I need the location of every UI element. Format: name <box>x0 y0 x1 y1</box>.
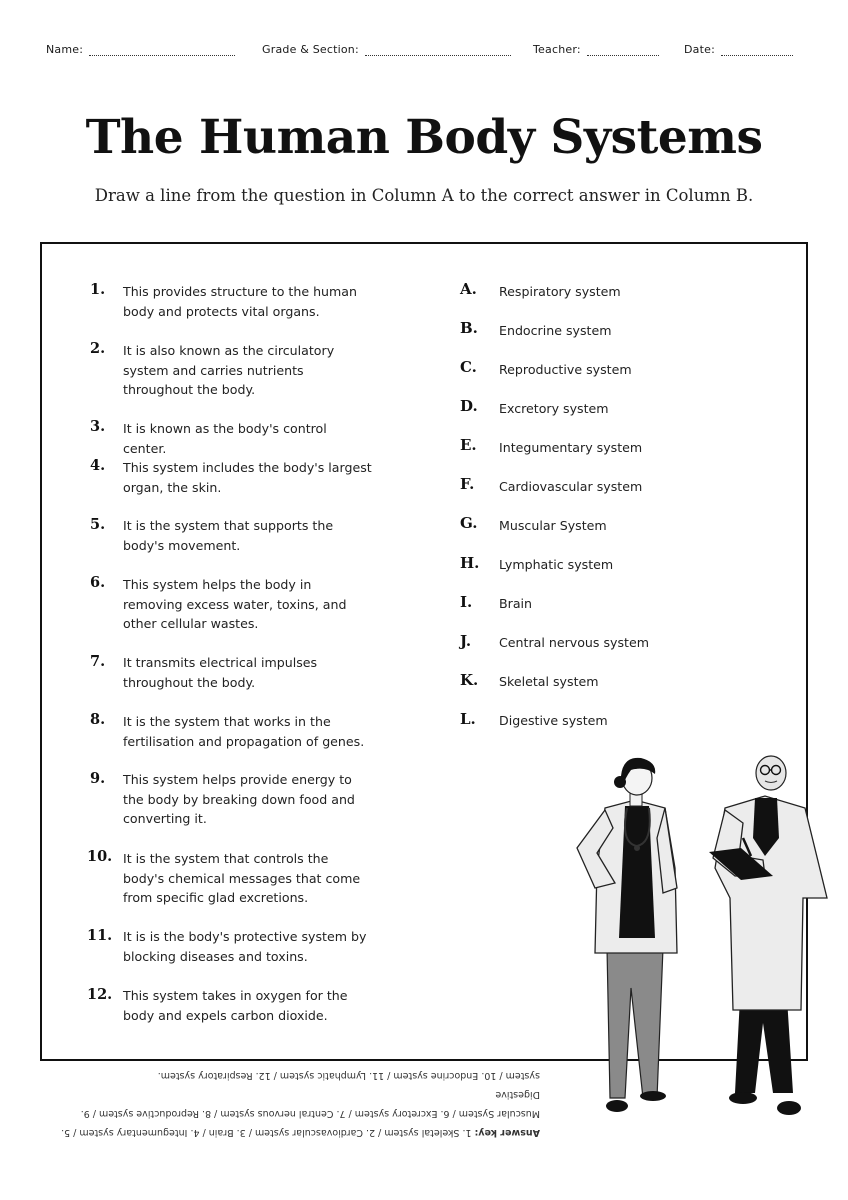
question-number: 12. <box>87 986 113 1003</box>
doctors-illustration <box>565 748 840 1128</box>
question-number: 5. <box>90 516 106 533</box>
answer-text: Integumentary system <box>499 440 643 455</box>
answer-key-line-1 <box>40 1123 540 1142</box>
answer-letter: E. <box>460 436 477 454</box>
question-number: 4. <box>90 457 106 474</box>
male-doctor-figure <box>709 756 827 1115</box>
answer-key-line-3: system / 10. Endocrine system / 11. Lymphatic system / 12. Respiratory system. <box>157 1070 540 1081</box>
question-text: This system helps the body in removing excess water, toxins, and other cellular wastes. <box>123 577 347 632</box>
female-doctor-figure <box>577 758 677 1112</box>
teacher-field[interactable] <box>533 43 659 56</box>
question-number: 9. <box>90 770 106 787</box>
instructions-text: Draw a line from the question in Column A to the correct answer in Column B. <box>94 186 754 205</box>
answer-letter: B. <box>460 319 478 337</box>
answer-text: Digestive system <box>499 713 608 728</box>
answer-letter: G. <box>460 514 478 532</box>
teacher-blank-line[interactable] <box>587 45 659 56</box>
answer-letter: I. <box>460 593 473 611</box>
grade-section-blank-line[interactable] <box>365 45 511 56</box>
date-blank-line[interactable] <box>721 45 793 56</box>
question-text: This provides structure to the human body and protects vital organs. <box>123 284 357 319</box>
answer-text: Endocrine system <box>499 323 612 338</box>
question-text: It is the system that supports the body's movement. <box>123 518 334 553</box>
question-text: It is the system that controls the body's chemical messages that come from specific glad excretions. <box>123 851 361 906</box>
answer-text: Muscular System <box>499 518 607 533</box>
question-text: This system helps provide energy to the body by breaking down food and converting it. <box>123 772 355 827</box>
answer-letter: L. <box>460 710 476 728</box>
date-label: Date: <box>684 43 715 56</box>
answer-key-label: Answer key: <box>474 1127 540 1138</box>
question-number: 11. <box>87 927 113 944</box>
answer-letter: K. <box>460 671 479 689</box>
teacher-label: Teacher: <box>533 43 581 56</box>
question-text: It is also known as the circulatory system and carries nutrients throughout the body. <box>123 343 335 398</box>
answer-letter: C. <box>460 358 477 376</box>
answer-letter: D. <box>460 397 478 415</box>
answer-letter: H. <box>460 554 480 572</box>
answer-text: Reproductive system <box>499 362 632 377</box>
name-field[interactable] <box>46 43 235 56</box>
question-number: 8. <box>90 711 106 728</box>
answer-text: Skeletal system <box>499 674 599 689</box>
question-number: 3. <box>90 418 106 435</box>
question-text: It is is the body's protective system by blocking diseases and toxins. <box>123 929 367 964</box>
question-number: 7. <box>90 653 106 670</box>
question-text: This system takes in oxygen for the body and expels carbon dioxide. <box>123 988 348 1023</box>
answer-text: Brain <box>499 596 533 611</box>
answer-text: Central nervous system <box>499 635 649 650</box>
name-label: Name: <box>46 43 84 56</box>
question-number: 1. <box>90 281 106 298</box>
answer-text: Respiratory system <box>499 284 621 299</box>
answer-key <box>40 1070 540 1142</box>
answer-key-line-2: Muscular System / 6. Excretory system / 7. Central nervous system / 8. Reproductive system / 9. Digestive <box>80 1089 540 1119</box>
date-field[interactable] <box>684 43 793 56</box>
answer-text: Excretory system <box>499 401 609 416</box>
question-text: It is the system that works in the fertilisation and propagation of genes. <box>123 714 365 749</box>
answer-letter: F. <box>460 475 475 493</box>
answer-text: Lymphatic system <box>499 557 614 572</box>
question-text: This system includes the body's largest organ, the skin. <box>123 460 372 495</box>
question-number: 10. <box>87 848 113 865</box>
question-text: It is known as the body's control center. <box>123 421 327 456</box>
page-title: The Human Body Systems <box>85 110 763 165</box>
answer-letter: A. <box>460 280 477 298</box>
answer-text: Cardiovascular system <box>499 479 643 494</box>
question-number: 6. <box>90 574 106 591</box>
answer-key-line-1-text: 1. Skeletal system / 2. Cardiovascular system / 3. Brain / 4. Integumentary system / 5. <box>61 1127 472 1138</box>
question-number: 2. <box>90 340 106 357</box>
grade-section-field[interactable] <box>262 43 511 56</box>
grade-section-label: Grade & Section: <box>262 43 359 56</box>
name-blank-line[interactable] <box>89 45 235 56</box>
answer-letter: J. <box>460 632 472 650</box>
question-text: It transmits electrical impulses throughout the body. <box>123 655 318 690</box>
